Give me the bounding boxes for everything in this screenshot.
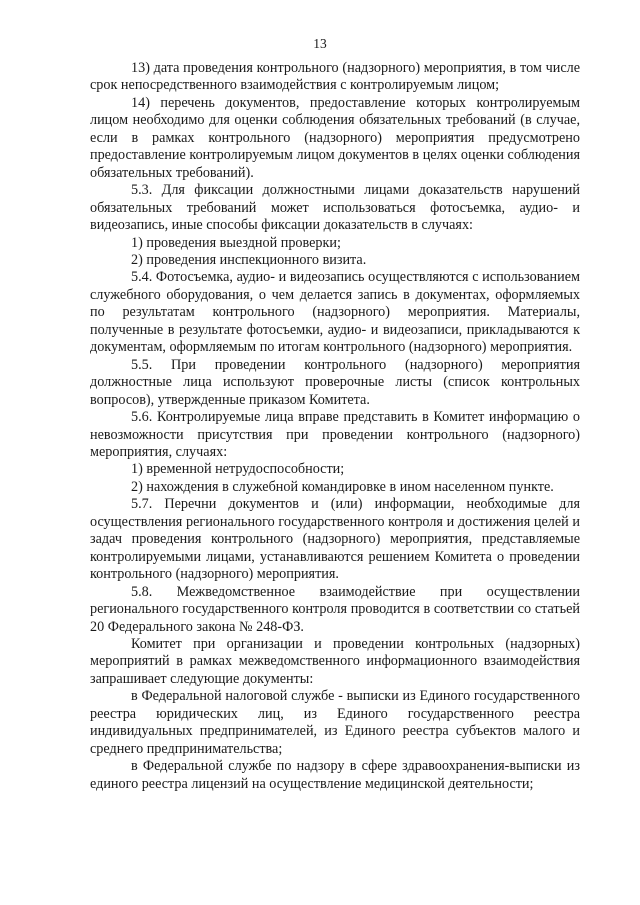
paragraph-committee-requests: Комитет при организации и проведении контрольных (надзорных) мероприятий в рамках межведомственного информационного взаимодействия запрашивает следующие документы: — [90, 635, 580, 687]
paragraph-5-6-item-2: 2) нахождения в служебной командировке в ином населенном пункте. — [131, 478, 554, 495]
paragraph-tax-service: в Федеральной налоговой службе - выписки из Единого государственного реестра юридических лиц, из Единого государственного реестра индивидуальных предпринимателей, из Единого реестра субъектов малого и среднего предпринимательства; — [90, 688, 580, 757]
paragraph-5-3-item-2: 2) проведения инспекционного визита. — [131, 251, 367, 268]
paragraph-5-3: 5.3. Для фиксации должностными лицами доказательств нарушений обязательных требований может использоваться фотосъемка, аудио- и видеозапись, иные способы фиксации доказательств в случаях: — [90, 182, 580, 234]
paragraph-health-service: в Федеральной службе по надзору в сфере здравоохранения-выписки из единого реестра лицензий на осуществление медицинской деятельности; — [90, 758, 580, 792]
paragraph-5-6: 5.6. Контролируемые лица вправе представить в Комитет информацию о невозможности присутствия при проведении контрольного (надзорного) мероприятия, случаях: — [90, 409, 580, 460]
paragraph-5-5: 5.5. При проведении контрольного (надзорного) мероприятия должностные лица используют проверочные листы (список контрольных вопросов), утвержденные приказом Комитета. — [90, 356, 580, 408]
paragraph-5-7: 5.7. Перечни документов и (или) информации, необходимые для осуществления регионального государственного контроля и достижения целей и задач проведения контрольного (надзорного) мероприятия, представляемые контролируемыми лицами, устанавливаются решением Комитета о проведении контрольного (надзорного) мероприятия. — [90, 496, 580, 583]
paragraph-5-4: 5.4. Фотосъемка, аудио- и видеозапись осуществляются с использованием служебного оборудования, о чем делается запись в документах, оформляемых по результатам контрольного (надзорного) мероприятия. Материалы, полученные в результате фотосъемки, аудио- и видеозаписи, прикладываются к документам, оформляемым по итогам контрольного (надзорного) мероприятия. — [90, 269, 580, 356]
paragraph-5-8: 5.8. Межведомственное взаимодействие при осуществлении регионального государственного контроля проводится в соответствии со статьей 20 Федерального закона № 248-ФЗ. — [90, 583, 580, 635]
document-body — [90, 60, 580, 793]
paragraph-5-3-item-1: 1) проведения выездной проверки; — [131, 234, 341, 251]
paragraph-item-13: 13) дата проведения контрольного (надзорного) мероприятия, в том числе срок непосредственного взаимодействия с контролируемым лицом; — [90, 60, 580, 94]
paragraph-item-14: 14) перечень документов, предоставление которых контролируемым лицом необходимо для оценки соблюдения обязательных требований (в случае, если в рамках контрольного (надзорного) мероприятия предусмотрено предоставление контролируемым лицом документов в целях оценки соблюдения обязательных требований). — [90, 94, 580, 181]
paragraph-5-6-item-1: 1) временной нетрудоспособности; — [131, 461, 345, 478]
page-number: 13 — [313, 36, 327, 51]
